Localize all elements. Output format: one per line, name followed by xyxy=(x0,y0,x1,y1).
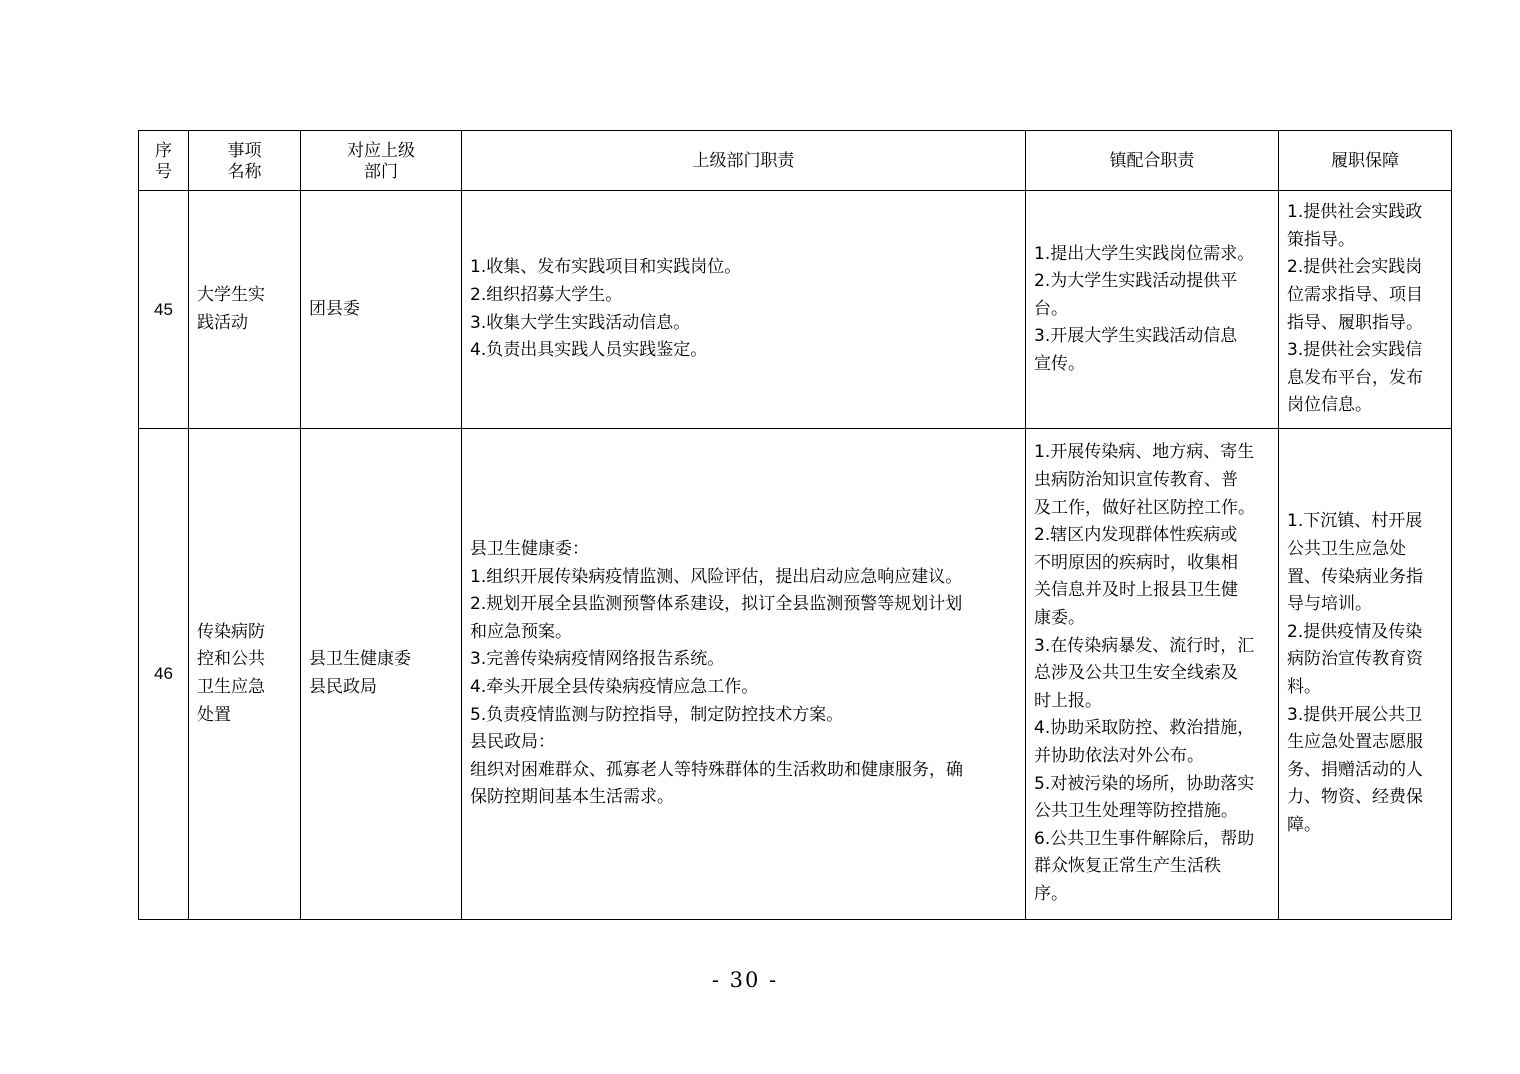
cell-line: 县卫生健康委 xyxy=(309,649,411,670)
cell-line: 不明原因的疾病时，收集相 xyxy=(1034,552,1238,573)
cell-line: 公共卫生处理等防控措施。 xyxy=(1034,801,1238,822)
cell-line: 指导、履职指导。 xyxy=(1287,312,1423,333)
cell-line: 3.在传染病暴发、流行时，汇 xyxy=(1034,635,1255,656)
cell-line: 位需求指导、项目 xyxy=(1287,284,1423,305)
cell-line: 病防治宣传教育资 xyxy=(1287,649,1423,670)
cell-line: 置、传染病业务指 xyxy=(1287,566,1423,587)
cell-line: 2.为大学生实践活动提供平 xyxy=(1034,271,1238,292)
cell-line: 并协助依法对外公布。 xyxy=(1034,745,1204,766)
cell-line: 1.组织开展传染病疫情监测、风险评估，提出启动应急响应建议。 xyxy=(470,566,963,587)
header-text: 部门 xyxy=(364,161,398,181)
cell-town-duty xyxy=(1026,191,1279,429)
cell-dept xyxy=(301,429,462,920)
cell-line: 县卫生健康委： xyxy=(470,539,589,560)
cell-line: 岗位信息。 xyxy=(1287,395,1372,416)
cell-line: 力、物资、经费保 xyxy=(1287,787,1423,808)
header-town-duty: 镇配合职责 xyxy=(1026,131,1279,191)
cell-line: 2.规划开展全县监测预警体系建设，拟订全县监测预警等规划计划 xyxy=(470,594,963,615)
cell-name xyxy=(189,429,301,920)
cell-line: 1.下沉镇、村开展 xyxy=(1287,511,1423,532)
cell-line: 3.开展大学生实践活动信息 xyxy=(1034,326,1238,347)
cell-line: 关信息并及时上报县卫生健 xyxy=(1034,580,1238,601)
cell-line: 2.提供社会实践岗 xyxy=(1287,257,1423,278)
cell-line: 3.完善传染病疫情网络报告系统。 xyxy=(470,649,725,670)
cell-line: 宣传。 xyxy=(1034,353,1085,374)
header-text: 事项 xyxy=(227,140,262,160)
cell-dept xyxy=(301,191,462,429)
header-text: 序 xyxy=(155,140,172,160)
cell-line: 1.提出大学生实践岗位需求。 xyxy=(1034,243,1255,264)
cell-upper-duty xyxy=(462,191,1026,429)
cell-line: 5.负责疫情监测与防控指导，制定防控技术方案。 xyxy=(470,704,844,725)
cell-line: 虫病防治知识宣传教育、普 xyxy=(1034,470,1238,491)
cell-line: 总涉及公共卫生安全线索及 xyxy=(1034,663,1238,684)
cell-line: 1.提供社会实践政 xyxy=(1287,202,1423,223)
cell-seq: 45 xyxy=(139,191,189,429)
header-seq xyxy=(139,131,189,191)
cell-line: 群众恢复正常生产生活秩 xyxy=(1034,856,1221,877)
cell-line: 台。 xyxy=(1034,298,1068,319)
cell-line: 息发布平台，发布 xyxy=(1287,367,1423,388)
cell-line: 3.提供社会实践信 xyxy=(1287,340,1423,361)
cell-line: 序。 xyxy=(1034,883,1068,904)
cell-line: 公共卫生应急处 xyxy=(1287,539,1406,560)
cell-line: 1.收集、发布实践项目和实践岗位。 xyxy=(470,257,742,278)
cell-line: 导与培训。 xyxy=(1287,594,1372,615)
cell-line: 料。 xyxy=(1287,677,1321,697)
table-row xyxy=(139,191,1452,429)
cell-line: 保防控期间基本生活需求。 xyxy=(470,787,674,808)
cell-line: 和应急预案。 xyxy=(470,621,572,642)
cell-guarantee xyxy=(1279,429,1452,920)
cell-line: 5.对被污染的场所，协助落实 xyxy=(1034,773,1255,794)
cell-line: 时上报。 xyxy=(1034,690,1102,711)
cell-line: 及工作，做好社区防控工作。 xyxy=(1034,497,1255,518)
cell-line: 康委。 xyxy=(1034,608,1085,629)
responsibility-table xyxy=(138,130,1452,920)
cell-line: 处置 xyxy=(197,704,231,725)
cell-line: 2.组织招募大学生。 xyxy=(470,284,623,305)
header-name xyxy=(189,131,301,191)
table-row xyxy=(139,429,1452,920)
cell-upper-duty xyxy=(462,429,1026,920)
header-text: 对应上级 xyxy=(347,140,415,160)
cell-line: 组织对困难群众、孤寡老人等特殊群体的生活救助和健康服务，确 xyxy=(470,759,963,780)
cell-line: 3.收集大学生实践活动信息。 xyxy=(470,312,691,333)
table-header-row xyxy=(139,131,1452,191)
header-text: 号 xyxy=(155,161,172,181)
cell-line: 卫生应急 xyxy=(197,677,265,697)
cell-line: 县民政局 xyxy=(309,677,377,697)
cell-line: 4.负责出具实践人员实践鉴定。 xyxy=(470,340,708,361)
cell-line: 4.牵头开展全县传染病疫情应急工作。 xyxy=(470,677,759,697)
cell-line: 践活动 xyxy=(197,312,248,333)
cell-line: 1.开展传染病、地方病、寄生 xyxy=(1034,442,1255,463)
cell-line: 生应急处置志愿服 xyxy=(1287,732,1423,753)
cell-line: 大学生实 xyxy=(197,284,265,305)
cell-seq: 46 xyxy=(139,429,189,920)
cell-line: 4.协助采取防控、救治措施， xyxy=(1034,718,1255,739)
cell-guarantee xyxy=(1279,191,1452,429)
cell-line: 控和公共 xyxy=(197,649,265,670)
cell-line: 策指导。 xyxy=(1287,229,1355,250)
header-text: 名称 xyxy=(227,161,262,181)
cell-line: 团县委 xyxy=(309,298,360,319)
cell-line: 障。 xyxy=(1287,814,1321,835)
cell-line: 3.提供开展公共卫 xyxy=(1287,704,1423,725)
cell-name xyxy=(189,191,301,429)
cell-line: 6.公共卫生事件解除后，帮助 xyxy=(1034,828,1255,849)
header-guarantee: 履职保障 xyxy=(1279,131,1452,191)
cell-line: 2.提供疫情及传染 xyxy=(1287,621,1423,642)
cell-line: 县民政局： xyxy=(470,732,555,753)
header-upper-duty: 上级部门职责 xyxy=(462,131,1026,191)
cell-line: 务、捐赠活动的人 xyxy=(1287,759,1423,780)
header-dept xyxy=(301,131,462,191)
page-number: - 30 - xyxy=(711,968,779,992)
cell-town-duty xyxy=(1026,429,1279,920)
cell-line: 传染病防 xyxy=(197,621,265,642)
cell-line: 2.辖区内发现群体性疾病或 xyxy=(1034,525,1238,546)
